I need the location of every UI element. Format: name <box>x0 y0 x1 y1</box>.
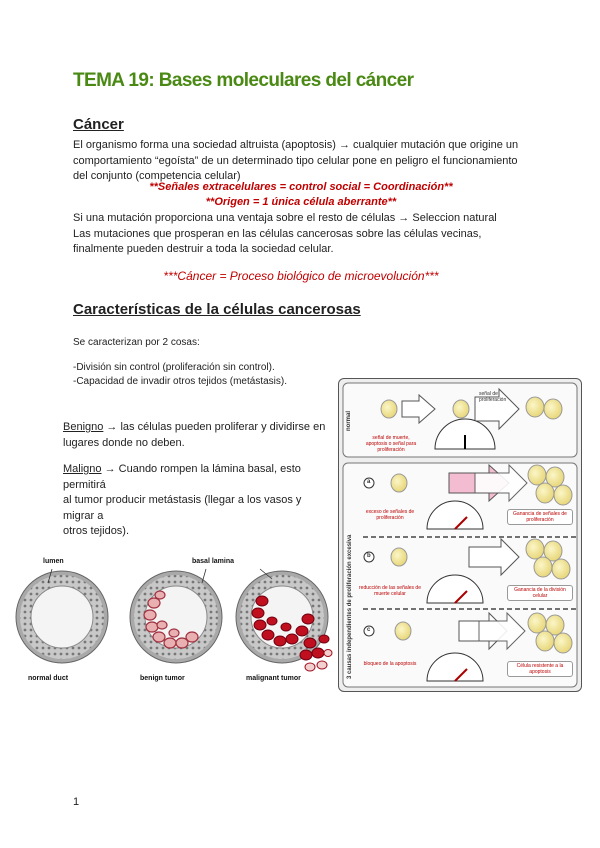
note-b: reducción de las señales de muerte celular <box>359 585 421 597</box>
caption-benign-tumor: benign tumor <box>140 675 185 682</box>
bullet-division: -División sin control (proliferación sin control). <box>73 362 275 373</box>
bullet-list <box>73 361 287 389</box>
text-line: otros tejidos). <box>63 525 130 537</box>
label-lumen: lumen <box>43 558 64 565</box>
page-title: TEMA 19: Bases moleculares del cáncer <box>73 70 414 91</box>
label-basal-lamina: basal lamina <box>192 558 235 565</box>
red-note-microevolucion: ***Cáncer = Proceso biológico de microevolución*** <box>163 269 439 283</box>
proliferation-diagram <box>339 379 581 691</box>
caption-normal-duct: normal duct <box>28 675 69 682</box>
label-three-causes: 3 causas independientes de proliferación excesiva <box>347 534 353 679</box>
text-line: El organismo forma una sociedad altruista (apoptosis) → cualquier mutación que origine un <box>73 139 519 151</box>
bullet-metastasis: -Capacidad de invadir otros tejidos (metástasis). <box>73 376 287 387</box>
letter-a: a <box>367 479 371 485</box>
text-line: Las mutaciones que prosperan en las células cancerosas sobre las células vecinas, <box>73 227 482 240</box>
side-c: Célula resistente a la apoptosis <box>507 661 573 677</box>
text-line: lugares donde no deben. <box>63 436 185 449</box>
paragraph-altruista <box>73 138 533 185</box>
section-heading-caracteristicas: Características de la células cancerosas <box>73 301 361 318</box>
side-a: Ganancia de señales de proliferación <box>507 509 573 525</box>
note-c: bloqueo de la apoptosis <box>363 661 417 667</box>
paragraph-seleccion <box>73 211 533 258</box>
tumor-figure <box>10 555 340 715</box>
page-number: 1 <box>73 796 80 808</box>
side-b: Ganancia de la división celular <box>507 585 573 601</box>
normal-box-1: señal de muerte, apoptosis o señal para proliferación <box>365 435 417 453</box>
caption-malignant-tumor: malignant tumor <box>246 675 301 682</box>
tumor-diagram <box>10 555 340 715</box>
benigno-term: Benigno <box>63 421 104 433</box>
malignant-tumor <box>236 569 332 671</box>
benign-tumor <box>130 569 222 663</box>
section-heading-cancer: Cáncer <box>73 116 124 133</box>
benigno-paragraph <box>63 420 333 451</box>
red-note-senales: **Señales extracelulares = control social = Coordinación** <box>149 181 453 193</box>
note-a: exceso de señales de proliferación <box>365 509 415 521</box>
normal-duct <box>16 569 108 663</box>
text-line: → las células pueden proliferar y dividirse en <box>103 421 326 433</box>
text-line: al tumor producir metástasis (llegar a los vasos y migrar a <box>63 494 302 522</box>
maligno-term: Maligno <box>63 463 102 475</box>
letter-b: b <box>367 553 371 559</box>
proliferation-figure <box>338 378 582 692</box>
maligno-paragraph <box>63 462 333 540</box>
text-line: comportamiento “egoísta” de un determinado tipo celular pone en peligro el funcionamiento <box>73 154 518 167</box>
label-normal: normal <box>346 410 352 431</box>
red-note-origen: **Origen = 1 única célula aberrante** <box>205 196 397 208</box>
normal-box-2: señal de proliferación <box>479 391 507 403</box>
text-line: finalmente pueden destruir a toda la sociedad celular. <box>73 243 334 255</box>
intro-text: Se caracterizan por 2 cosas: <box>73 337 200 348</box>
text-line: del conjunto (competencia celular) <box>73 170 241 182</box>
letter-c: c <box>367 627 371 633</box>
text-line: Si una mutación proporciona una ventaja sobre el resto de células → Seleccion natural <box>73 212 497 224</box>
text-line: → Cuando rompen la lámina basal, esto permitirá <box>63 463 301 491</box>
